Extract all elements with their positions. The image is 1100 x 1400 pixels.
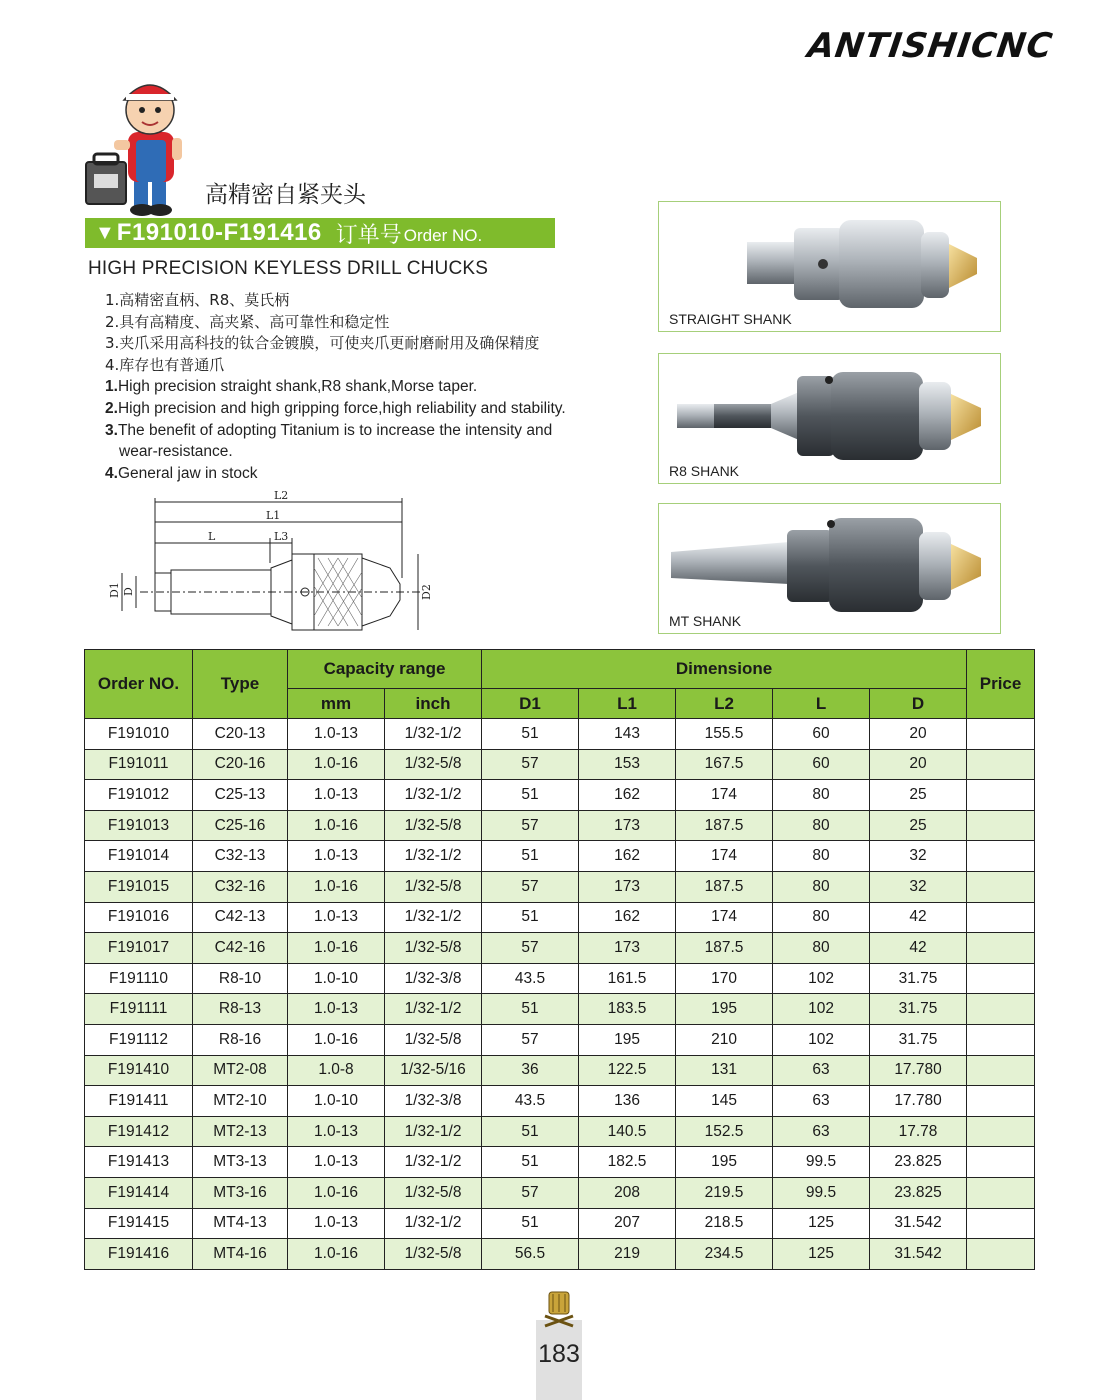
cell-mm: 1.0-16 xyxy=(288,1239,385,1270)
cell-price xyxy=(967,994,1035,1025)
cell-inch: 1/32-1/2 xyxy=(385,1208,482,1239)
cell-type: C20-16 xyxy=(193,749,288,780)
cell-type: MT2-10 xyxy=(193,1086,288,1117)
cell-type: R8-13 xyxy=(193,994,288,1025)
col-order-no: Order NO. xyxy=(85,650,193,719)
cell-price xyxy=(967,780,1035,811)
cell-l1: 207 xyxy=(579,1208,676,1239)
cell-d1: 57 xyxy=(482,933,579,964)
cell-l: 80 xyxy=(773,841,870,872)
cell-l1: 173 xyxy=(579,871,676,902)
triangle-down-icon: ▼ xyxy=(95,221,115,244)
spec-table-container xyxy=(84,649,1034,1270)
cell-l2: 187.5 xyxy=(676,871,773,902)
cell-d1: 43.5 xyxy=(482,963,579,994)
cell-l1: 162 xyxy=(579,902,676,933)
cell-type: MT3-13 xyxy=(193,1147,288,1178)
cell-l2: 187.5 xyxy=(676,810,773,841)
table-row xyxy=(85,719,1035,750)
cell-d1: 57 xyxy=(482,871,579,902)
cell-l1: 162 xyxy=(579,780,676,811)
page-number: 183 xyxy=(538,1340,580,1368)
table-row xyxy=(85,994,1035,1025)
feature-cn-2: 2.具有高精度、高夹紧、高可靠性和稳定性 xyxy=(105,312,390,331)
brand-logo xyxy=(805,22,1060,70)
cell-l1: 122.5 xyxy=(579,1055,676,1086)
table-row xyxy=(85,1208,1035,1239)
caption-mt-shank: MT SHANK xyxy=(669,613,742,629)
cell-l: 102 xyxy=(773,994,870,1025)
caption-r8-shank: R8 SHANK xyxy=(669,463,740,479)
spec-table xyxy=(84,649,1035,1270)
table-row xyxy=(85,1239,1035,1270)
cell-l: 99.5 xyxy=(773,1177,870,1208)
cell-l1: 219 xyxy=(579,1239,676,1270)
col-d: D xyxy=(870,689,967,719)
col-price: Price xyxy=(967,650,1035,719)
dim-d-label: D xyxy=(122,587,135,596)
cell-type: C32-16 xyxy=(193,871,288,902)
cell-inch: 1/32-1/2 xyxy=(385,841,482,872)
cell-order-no: F191411 xyxy=(85,1086,193,1117)
cell-l: 99.5 xyxy=(773,1147,870,1178)
cell-order-no: F191110 xyxy=(85,963,193,994)
cell-order-no: F191015 xyxy=(85,871,193,902)
cell-l2: 218.5 xyxy=(676,1208,773,1239)
table-row xyxy=(85,1086,1035,1117)
cell-l2: 131 xyxy=(676,1055,773,1086)
cell-price xyxy=(967,1024,1035,1055)
cell-l2: 174 xyxy=(676,902,773,933)
cell-inch: 1/32-5/8 xyxy=(385,933,482,964)
cell-mm: 1.0-16 xyxy=(288,749,385,780)
cell-order-no: F191111 xyxy=(85,994,193,1025)
cell-price xyxy=(967,841,1035,872)
cell-type: C20-13 xyxy=(193,719,288,750)
cell-price xyxy=(967,1116,1035,1147)
cell-l: 102 xyxy=(773,1024,870,1055)
cell-d: 17.780 xyxy=(870,1086,967,1117)
cell-l: 125 xyxy=(773,1208,870,1239)
cell-order-no: F191414 xyxy=(85,1177,193,1208)
cell-l: 80 xyxy=(773,933,870,964)
table-row xyxy=(85,1024,1035,1055)
cell-type: C25-16 xyxy=(193,810,288,841)
cell-d: 25 xyxy=(870,780,967,811)
cell-inch: 1/32-1/2 xyxy=(385,994,482,1025)
cell-d1: 51 xyxy=(482,1116,579,1147)
cell-d: 17.78 xyxy=(870,1116,967,1147)
cell-d1: 57 xyxy=(482,810,579,841)
order-label-en: Order NO. xyxy=(403,225,483,245)
feature-en-3: 3.The benefit of adopting Titanium is to increase the intensity and xyxy=(105,421,553,439)
cell-mm: 1.0-13 xyxy=(288,1116,385,1147)
photo-straight-shank xyxy=(658,201,1001,332)
cell-l: 63 xyxy=(773,1116,870,1147)
table-row xyxy=(85,933,1035,964)
col-d1: D1 xyxy=(482,689,579,719)
cell-d1: 57 xyxy=(482,1024,579,1055)
table-row xyxy=(85,1116,1035,1147)
cell-d: 23.825 xyxy=(870,1147,967,1178)
cell-l1: 136 xyxy=(579,1086,676,1117)
cell-l: 60 xyxy=(773,749,870,780)
cell-price xyxy=(967,1055,1035,1086)
cell-order-no: F191013 xyxy=(85,810,193,841)
cell-mm: 1.0-8 xyxy=(288,1055,385,1086)
cell-d1: 51 xyxy=(482,1147,579,1178)
cell-order-no: F191017 xyxy=(85,933,193,964)
cell-l: 60 xyxy=(773,719,870,750)
cell-l2: 210 xyxy=(676,1024,773,1055)
mascot-illustration xyxy=(80,70,190,218)
cell-l2: 152.5 xyxy=(676,1116,773,1147)
cell-d: 31.542 xyxy=(870,1239,967,1270)
cell-inch: 1/32-1/2 xyxy=(385,902,482,933)
cell-l2: 145 xyxy=(676,1086,773,1117)
cell-inch: 1/32-5/8 xyxy=(385,871,482,902)
cell-inch: 1/32-1/2 xyxy=(385,719,482,750)
table-row xyxy=(85,780,1035,811)
cell-l1: 183.5 xyxy=(579,994,676,1025)
cell-price xyxy=(967,902,1035,933)
cell-mm: 1.0-13 xyxy=(288,994,385,1025)
cell-price xyxy=(967,871,1035,902)
cell-l: 63 xyxy=(773,1055,870,1086)
cell-mm: 1.0-16 xyxy=(288,933,385,964)
table-row xyxy=(85,871,1035,902)
table-row xyxy=(85,1147,1035,1178)
cell-price xyxy=(967,719,1035,750)
cell-l1: 162 xyxy=(579,841,676,872)
cell-d: 31.75 xyxy=(870,1024,967,1055)
cell-price xyxy=(967,963,1035,994)
cell-type: MT2-08 xyxy=(193,1055,288,1086)
cell-type: R8-16 xyxy=(193,1024,288,1055)
cell-d1: 51 xyxy=(482,780,579,811)
col-dimension: Dimensione xyxy=(482,650,967,689)
table-row xyxy=(85,841,1035,872)
cell-l2: 167.5 xyxy=(676,749,773,780)
cell-l2: 234.5 xyxy=(676,1239,773,1270)
cell-d1: 51 xyxy=(482,1208,579,1239)
cell-d: 31.75 xyxy=(870,963,967,994)
cell-d: 31.542 xyxy=(870,1208,967,1239)
col-type: Type xyxy=(193,650,288,719)
cell-type: C32-13 xyxy=(193,841,288,872)
table-row xyxy=(85,810,1035,841)
cell-inch: 1/32-5/8 xyxy=(385,749,482,780)
col-l2: L2 xyxy=(676,689,773,719)
cell-l: 125 xyxy=(773,1239,870,1270)
cell-mm: 1.0-16 xyxy=(288,871,385,902)
cell-d: 42 xyxy=(870,902,967,933)
cell-order-no: F191112 xyxy=(85,1024,193,1055)
col-l1: L1 xyxy=(579,689,676,719)
cell-type: C25-13 xyxy=(193,780,288,811)
cell-d1: 57 xyxy=(482,1177,579,1208)
cell-d: 23.825 xyxy=(870,1177,967,1208)
col-mm: mm xyxy=(288,689,385,719)
order-number-bar xyxy=(85,218,555,248)
spec-table-body xyxy=(85,719,1035,1270)
cell-l2: 155.5 xyxy=(676,719,773,750)
cell-order-no: F191412 xyxy=(85,1116,193,1147)
cell-d: 20 xyxy=(870,719,967,750)
cell-d: 32 xyxy=(870,841,967,872)
cell-type: C42-13 xyxy=(193,902,288,933)
cell-price xyxy=(967,810,1035,841)
cell-l1: 208 xyxy=(579,1177,676,1208)
table-row xyxy=(85,902,1035,933)
cell-l2: 187.5 xyxy=(676,933,773,964)
caption-straight-shank: STRAIGHT SHANK xyxy=(669,311,792,327)
cell-d1: 51 xyxy=(482,902,579,933)
cell-mm: 1.0-13 xyxy=(288,902,385,933)
cell-d: 17.780 xyxy=(870,1055,967,1086)
cell-l: 80 xyxy=(773,871,870,902)
cell-order-no: F191415 xyxy=(85,1208,193,1239)
cell-d1: 43.5 xyxy=(482,1086,579,1117)
col-inch: inch xyxy=(385,689,482,719)
cell-l1: 195 xyxy=(579,1024,676,1055)
cell-inch: 1/32-3/8 xyxy=(385,963,482,994)
order-label-cn: 订单号 xyxy=(335,222,402,248)
cell-price xyxy=(967,1239,1035,1270)
cell-inch: 1/32-5/8 xyxy=(385,1177,482,1208)
cell-d1: 51 xyxy=(482,994,579,1025)
cell-d1: 51 xyxy=(482,719,579,750)
cell-mm: 1.0-13 xyxy=(288,719,385,750)
cell-d: 31.75 xyxy=(870,994,967,1025)
feature-en-4: 4.General jaw in stock xyxy=(105,464,258,482)
dim-l3-label: L3 xyxy=(274,530,289,543)
cell-type: MT2-13 xyxy=(193,1116,288,1147)
cell-mm: 1.0-16 xyxy=(288,1177,385,1208)
cell-order-no: F191010 xyxy=(85,719,193,750)
feature-list xyxy=(105,290,645,484)
cell-l2: 195 xyxy=(676,1147,773,1178)
cell-l1: 182.5 xyxy=(579,1147,676,1178)
cell-type: MT4-13 xyxy=(193,1208,288,1239)
col-l: L xyxy=(773,689,870,719)
cell-order-no: F191016 xyxy=(85,902,193,933)
cell-order-no: F191012 xyxy=(85,780,193,811)
cell-type: R8-10 xyxy=(193,963,288,994)
photo-mt-shank xyxy=(658,503,1001,634)
cell-mm: 1.0-10 xyxy=(288,1086,385,1117)
cell-l1: 161.5 xyxy=(579,963,676,994)
cell-d: 20 xyxy=(870,749,967,780)
dim-d2-label: D2 xyxy=(420,584,433,600)
brand-logo-text: ANTISHICNC xyxy=(805,26,1056,66)
cell-l1: 140.5 xyxy=(579,1116,676,1147)
cell-mm: 1.0-13 xyxy=(288,1208,385,1239)
table-row xyxy=(85,749,1035,780)
cell-d1: 36 xyxy=(482,1055,579,1086)
drill-chuck-icon xyxy=(541,1290,577,1332)
cell-l2: 174 xyxy=(676,841,773,872)
product-title-cn: 高精密自紧夹头 xyxy=(205,182,366,208)
table-row xyxy=(85,1177,1035,1208)
cell-l: 80 xyxy=(773,902,870,933)
feature-en-3-cont: wear-resistance. xyxy=(119,443,233,461)
cell-price xyxy=(967,749,1035,780)
cell-inch: 1/32-1/2 xyxy=(385,1147,482,1178)
cell-order-no: F191413 xyxy=(85,1147,193,1178)
table-row xyxy=(85,1055,1035,1086)
cell-mm: 1.0-13 xyxy=(288,780,385,811)
cell-order-no: F191416 xyxy=(85,1239,193,1270)
col-capacity: Capacity range xyxy=(288,650,482,689)
cell-order-no: F191014 xyxy=(85,841,193,872)
cell-inch: 1/32-5/16 xyxy=(385,1055,482,1086)
cell-l1: 143 xyxy=(579,719,676,750)
cell-mm: 1.0-13 xyxy=(288,841,385,872)
cell-mm: 1.0-13 xyxy=(288,1147,385,1178)
table-row xyxy=(85,963,1035,994)
dim-l2-label: L2 xyxy=(274,489,289,502)
cell-inch: 1/32-5/8 xyxy=(385,1024,482,1055)
feature-en-2: 2.High precision and high gripping force,high reliability and stability. xyxy=(105,399,566,417)
dim-d1-label: D1 xyxy=(108,582,121,598)
cell-l2: 174 xyxy=(676,780,773,811)
cell-type: MT4-16 xyxy=(193,1239,288,1270)
dim-l-label: L xyxy=(208,530,216,543)
feature-cn-1: 1.高精密直柄、R8、莫氏柄 xyxy=(105,291,290,309)
cell-mm: 1.0-16 xyxy=(288,810,385,841)
cell-l1: 173 xyxy=(579,933,676,964)
cell-l1: 153 xyxy=(579,749,676,780)
cell-l2: 195 xyxy=(676,994,773,1025)
feature-cn-3: 3.夹爪采用高科技的钛合金镀膜，可使夹爪更耐磨耐用及确保精度 xyxy=(105,334,540,353)
cell-price xyxy=(967,1147,1035,1178)
cell-d: 42 xyxy=(870,933,967,964)
cell-mm: 1.0-10 xyxy=(288,963,385,994)
photo-r8-shank xyxy=(658,353,1001,484)
cell-l2: 219.5 xyxy=(676,1177,773,1208)
cell-order-no: F191011 xyxy=(85,749,193,780)
cell-price xyxy=(967,1086,1035,1117)
cell-type: C42-16 xyxy=(193,933,288,964)
cell-inch: 1/32-1/2 xyxy=(385,780,482,811)
cell-price xyxy=(967,1208,1035,1239)
cell-mm: 1.0-16 xyxy=(288,1024,385,1055)
cell-l: 102 xyxy=(773,963,870,994)
cell-l: 63 xyxy=(773,1086,870,1117)
cell-d1: 56.5 xyxy=(482,1239,579,1270)
cell-l1: 173 xyxy=(579,810,676,841)
cell-type: MT3-16 xyxy=(193,1177,288,1208)
feature-cn-4: 4.库存也有普通爪 xyxy=(105,355,225,374)
cell-inch: 1/32-3/8 xyxy=(385,1086,482,1117)
cell-price xyxy=(967,933,1035,964)
cell-d: 25 xyxy=(870,810,967,841)
cell-order-no: F191410 xyxy=(85,1055,193,1086)
dim-l1-label: L1 xyxy=(266,509,281,522)
feature-en-1: 1.High precision straight shank,R8 shank,Morse taper. xyxy=(105,378,478,396)
cell-l: 80 xyxy=(773,780,870,811)
cell-d: 32 xyxy=(870,871,967,902)
cell-l2: 170 xyxy=(676,963,773,994)
cell-l: 80 xyxy=(773,810,870,841)
cell-inch: 1/32-5/8 xyxy=(385,1239,482,1270)
cell-price xyxy=(967,1177,1035,1208)
cell-inch: 1/32-1/2 xyxy=(385,1116,482,1147)
order-range: F191010-F191416 xyxy=(116,219,322,246)
cell-inch: 1/32-5/8 xyxy=(385,810,482,841)
chuck-dimension-drawing xyxy=(100,488,445,638)
cell-d1: 57 xyxy=(482,749,579,780)
cell-d1: 51 xyxy=(482,841,579,872)
product-title-en: HIGH PRECISION KEYLESS DRILL CHUCKS xyxy=(88,258,489,279)
